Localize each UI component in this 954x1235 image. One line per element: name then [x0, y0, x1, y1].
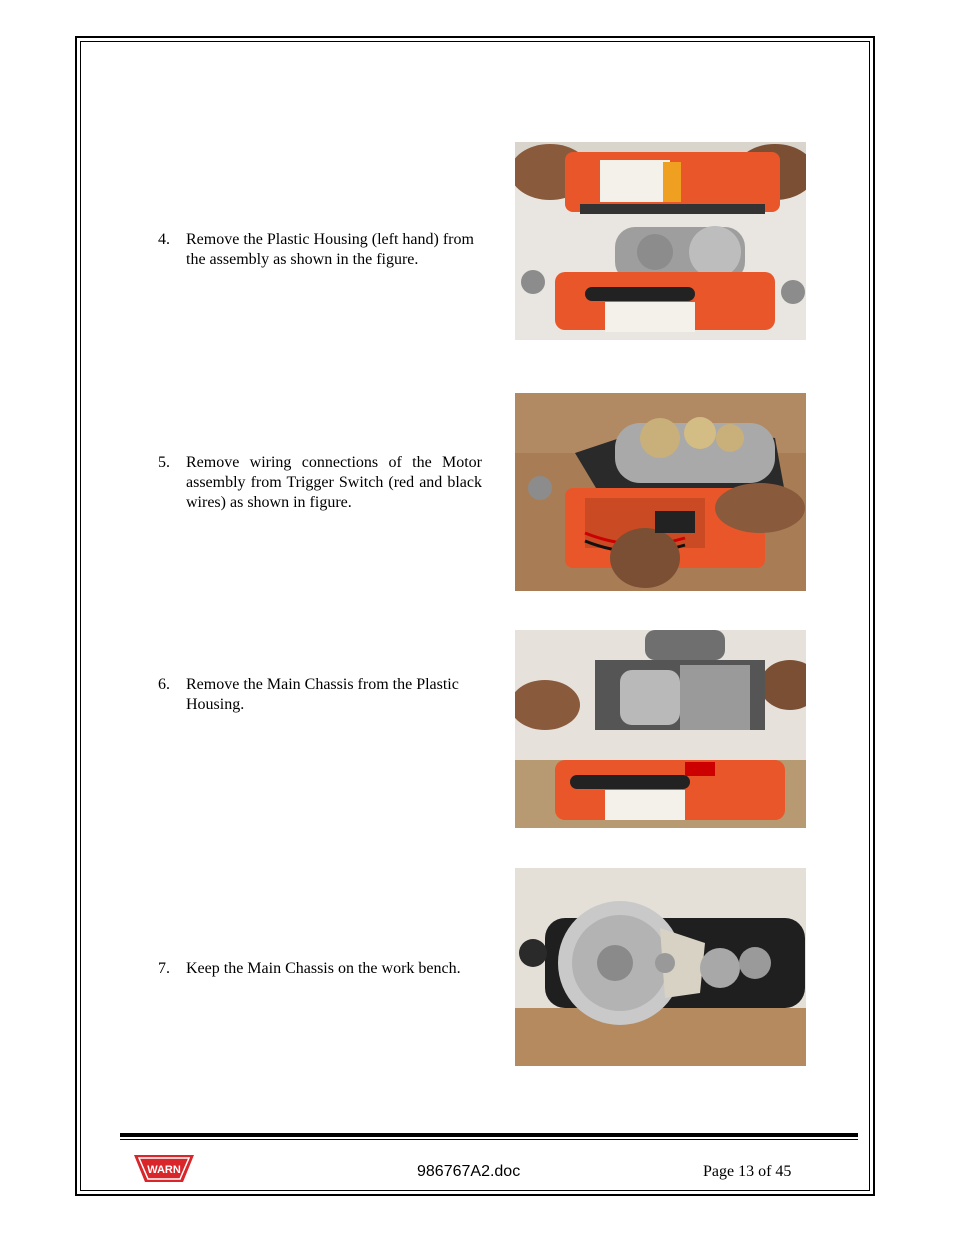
document-filename: 986767A2.doc	[417, 1163, 521, 1180]
step-number: 5.	[158, 454, 170, 471]
footer-rule-thin	[120, 1139, 858, 1140]
svg-text:WARN: WARN	[147, 1164, 181, 1176]
step-text: Keep the Main Chassis on the work bench.	[186, 960, 461, 977]
photo-chassis-on-bench	[515, 868, 806, 1066]
step-5	[158, 453, 482, 513]
step-text: Remove the Main Chassis from the Plastic Housing.	[186, 676, 459, 713]
step-text: Remove the Plastic Housing (left hand) from the assembly as shown in the figure.	[186, 231, 474, 268]
photo-remove-chassis	[515, 630, 806, 828]
photo-remove-wiring	[515, 393, 806, 591]
step-number: 6.	[158, 676, 170, 693]
step-text: Remove wiring connections of the Motor assembly from Trigger Switch (red and black wires) as shown in figure.	[186, 454, 482, 511]
photo-remove-housing	[515, 142, 806, 340]
page-number: Page 13 of 45	[703, 1163, 792, 1180]
warn-logo	[133, 1153, 195, 1184]
step-6	[158, 675, 482, 715]
step-4	[158, 230, 482, 270]
step-number: 7.	[158, 960, 170, 977]
footer-rule-thick	[120, 1133, 858, 1137]
step-number: 4.	[158, 231, 170, 248]
step-7	[158, 959, 482, 979]
